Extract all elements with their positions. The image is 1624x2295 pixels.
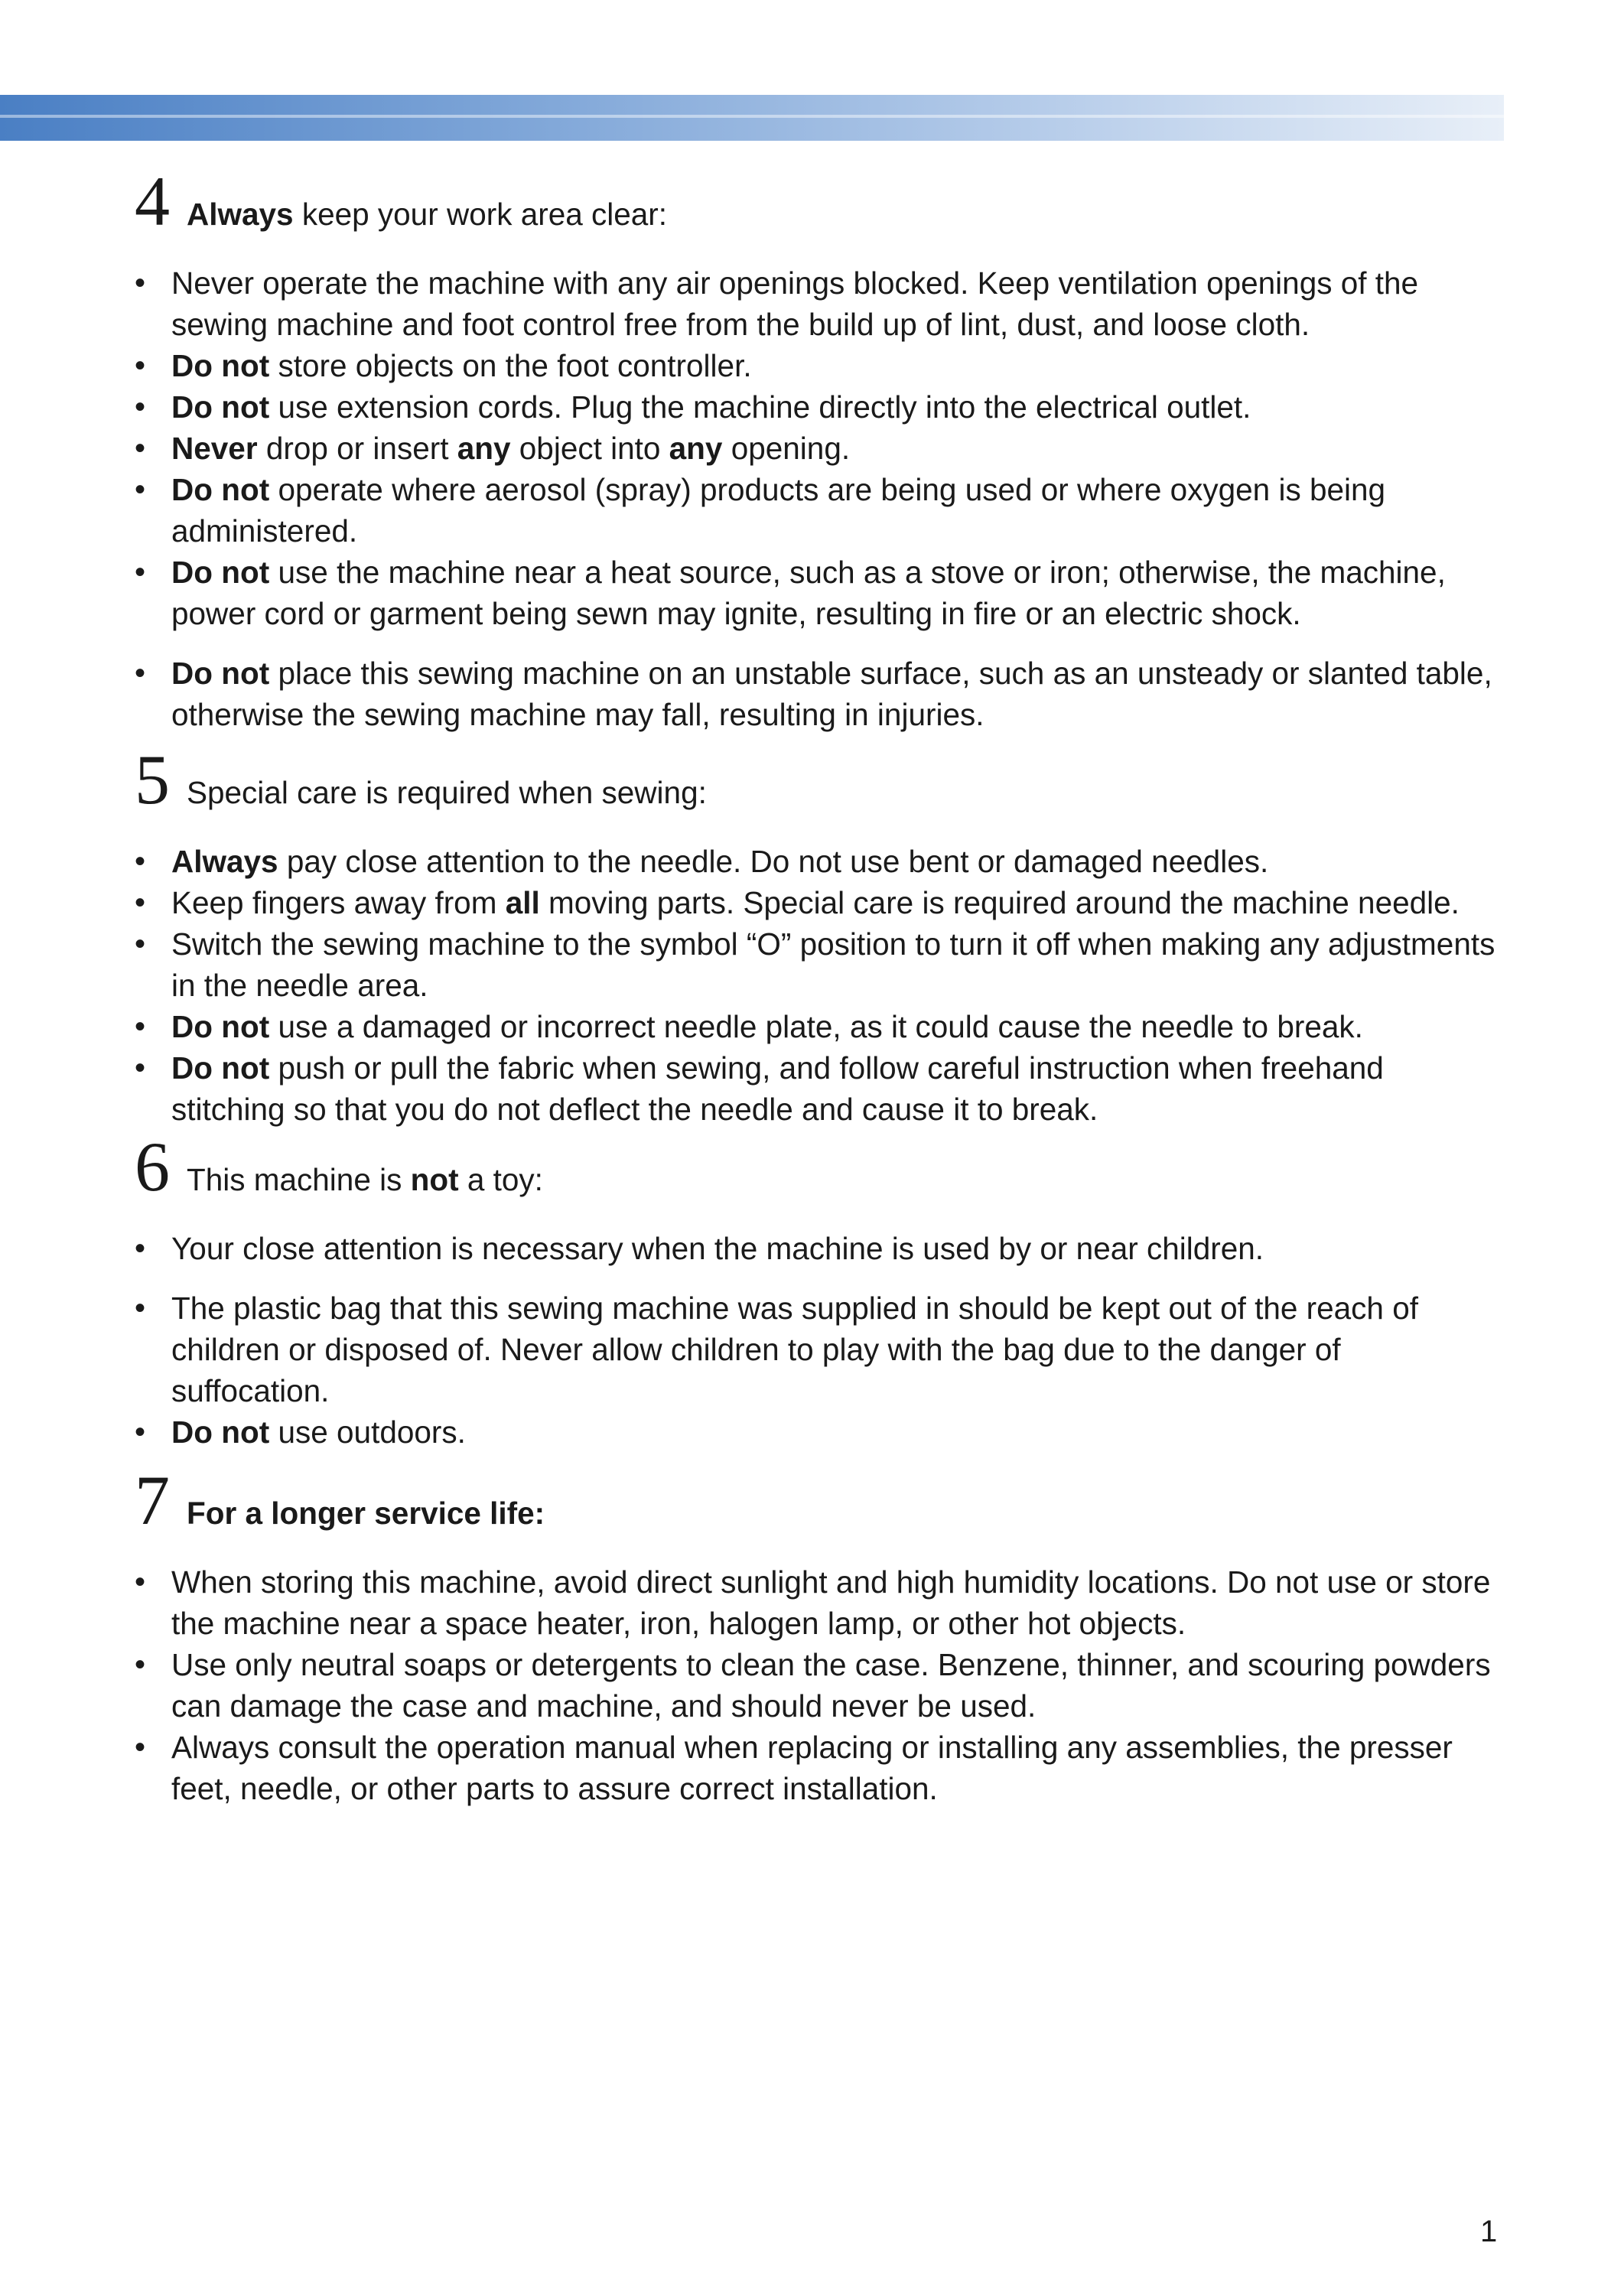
section-heading (135, 1463, 1504, 1537)
list-item: • Use only neutral soaps or detergents to clean the case. Benzene, thinner, and scouring powders can damage the case and machine, and should never be used. (135, 1644, 1504, 1727)
bullet-list (135, 1228, 1504, 1453)
section-6 (135, 1130, 1504, 1453)
list-item: • Never operate the machine with any air openings blocked. Keep ventilation openings of the sewing machine and foot control free from the build up of lint, dust, and loose cloth. (135, 262, 1504, 345)
section-number: 7 (135, 1461, 170, 1539)
section-title: Always keep your work area clear: (187, 197, 668, 232)
list-item: • Your close attention is necessary when the machine is used by or near children. (135, 1228, 1504, 1269)
list-item: • When storing this machine, avoid direct sunlight and high humidity locations. Do not use or store the machine near a space heater, iron, halogen lamp, or other hot objects. (135, 1561, 1504, 1644)
section-title: For a longer service life: (187, 1496, 545, 1531)
list-item: • The plastic bag that this sewing machine was supplied in should be kept out of the reach of children or disposed of. Never allow children to play with the bag due to the danger of suffocation. (135, 1287, 1504, 1411)
section-heading (135, 741, 1504, 819)
header-color-band (0, 95, 1504, 141)
page-number: 1 (1480, 2215, 1498, 2248)
section-number: 4 (135, 162, 170, 240)
list-item: • Do not use the machine near a heat source, such as a stove or iron; otherwise, the machine, power cord or garment being sewn may ignite, resulting in fire or an electric shock. (135, 552, 1504, 634)
section-title: Special care is required when sewing: (187, 775, 707, 810)
list-item: • Always pay close attention to the needle. Do not use bent or damaged needles. (135, 841, 1504, 882)
list-item: • Do not store objects on the foot controller. (135, 345, 1504, 386)
section-number: 6 (135, 1128, 170, 1206)
bullet-list (135, 262, 1504, 735)
bullet-list (135, 841, 1504, 1130)
list-item: • Do not operate where aerosol (spray) products are being used or where oxygen is being administered. (135, 469, 1504, 552)
section-heading (135, 164, 1504, 238)
bullet-list (135, 1561, 1504, 1809)
section-title: This machine is not a toy: (187, 1162, 543, 1197)
list-item: • Do not use outdoors. (135, 1411, 1504, 1453)
list-item: • Do not use a damaged or incorrect needle plate, as it could cause the needle to break. (135, 1006, 1504, 1047)
list-item: • Do not push or pull the fabric when sewing, and follow careful instruction when freehand stitching so that you do not deflect the needle and cause it to break. (135, 1047, 1504, 1130)
list-item: • Do not use extension cords. Plug the machine directly into the electrical outlet. (135, 386, 1504, 428)
section-number: 5 (135, 741, 170, 819)
section-heading (135, 1128, 1504, 1206)
section-5 (135, 743, 1504, 1130)
section-4 (135, 164, 1504, 735)
list-item: • Always consult the operation manual when replacing or installing any assemblies, the presser feet, needle, or other parts to assure correct installation. (135, 1727, 1504, 1809)
list-item: • Keep fingers away from all moving parts. Special care is required around the machine needle. (135, 882, 1504, 923)
list-item: • Never drop or insert any object into any opening. (135, 428, 1504, 469)
list-item: • Switch the sewing machine to the symbol “O” position to turn it off when making any adjustments in the needle area. (135, 923, 1504, 1006)
section-7 (135, 1463, 1504, 1809)
safety-instructions (135, 164, 1504, 1809)
list-item: • Do not place this sewing machine on an unstable surface, such as an unsteady or slanted table, otherwise the sewing machine may fall, resulting in injuries. (135, 653, 1504, 735)
